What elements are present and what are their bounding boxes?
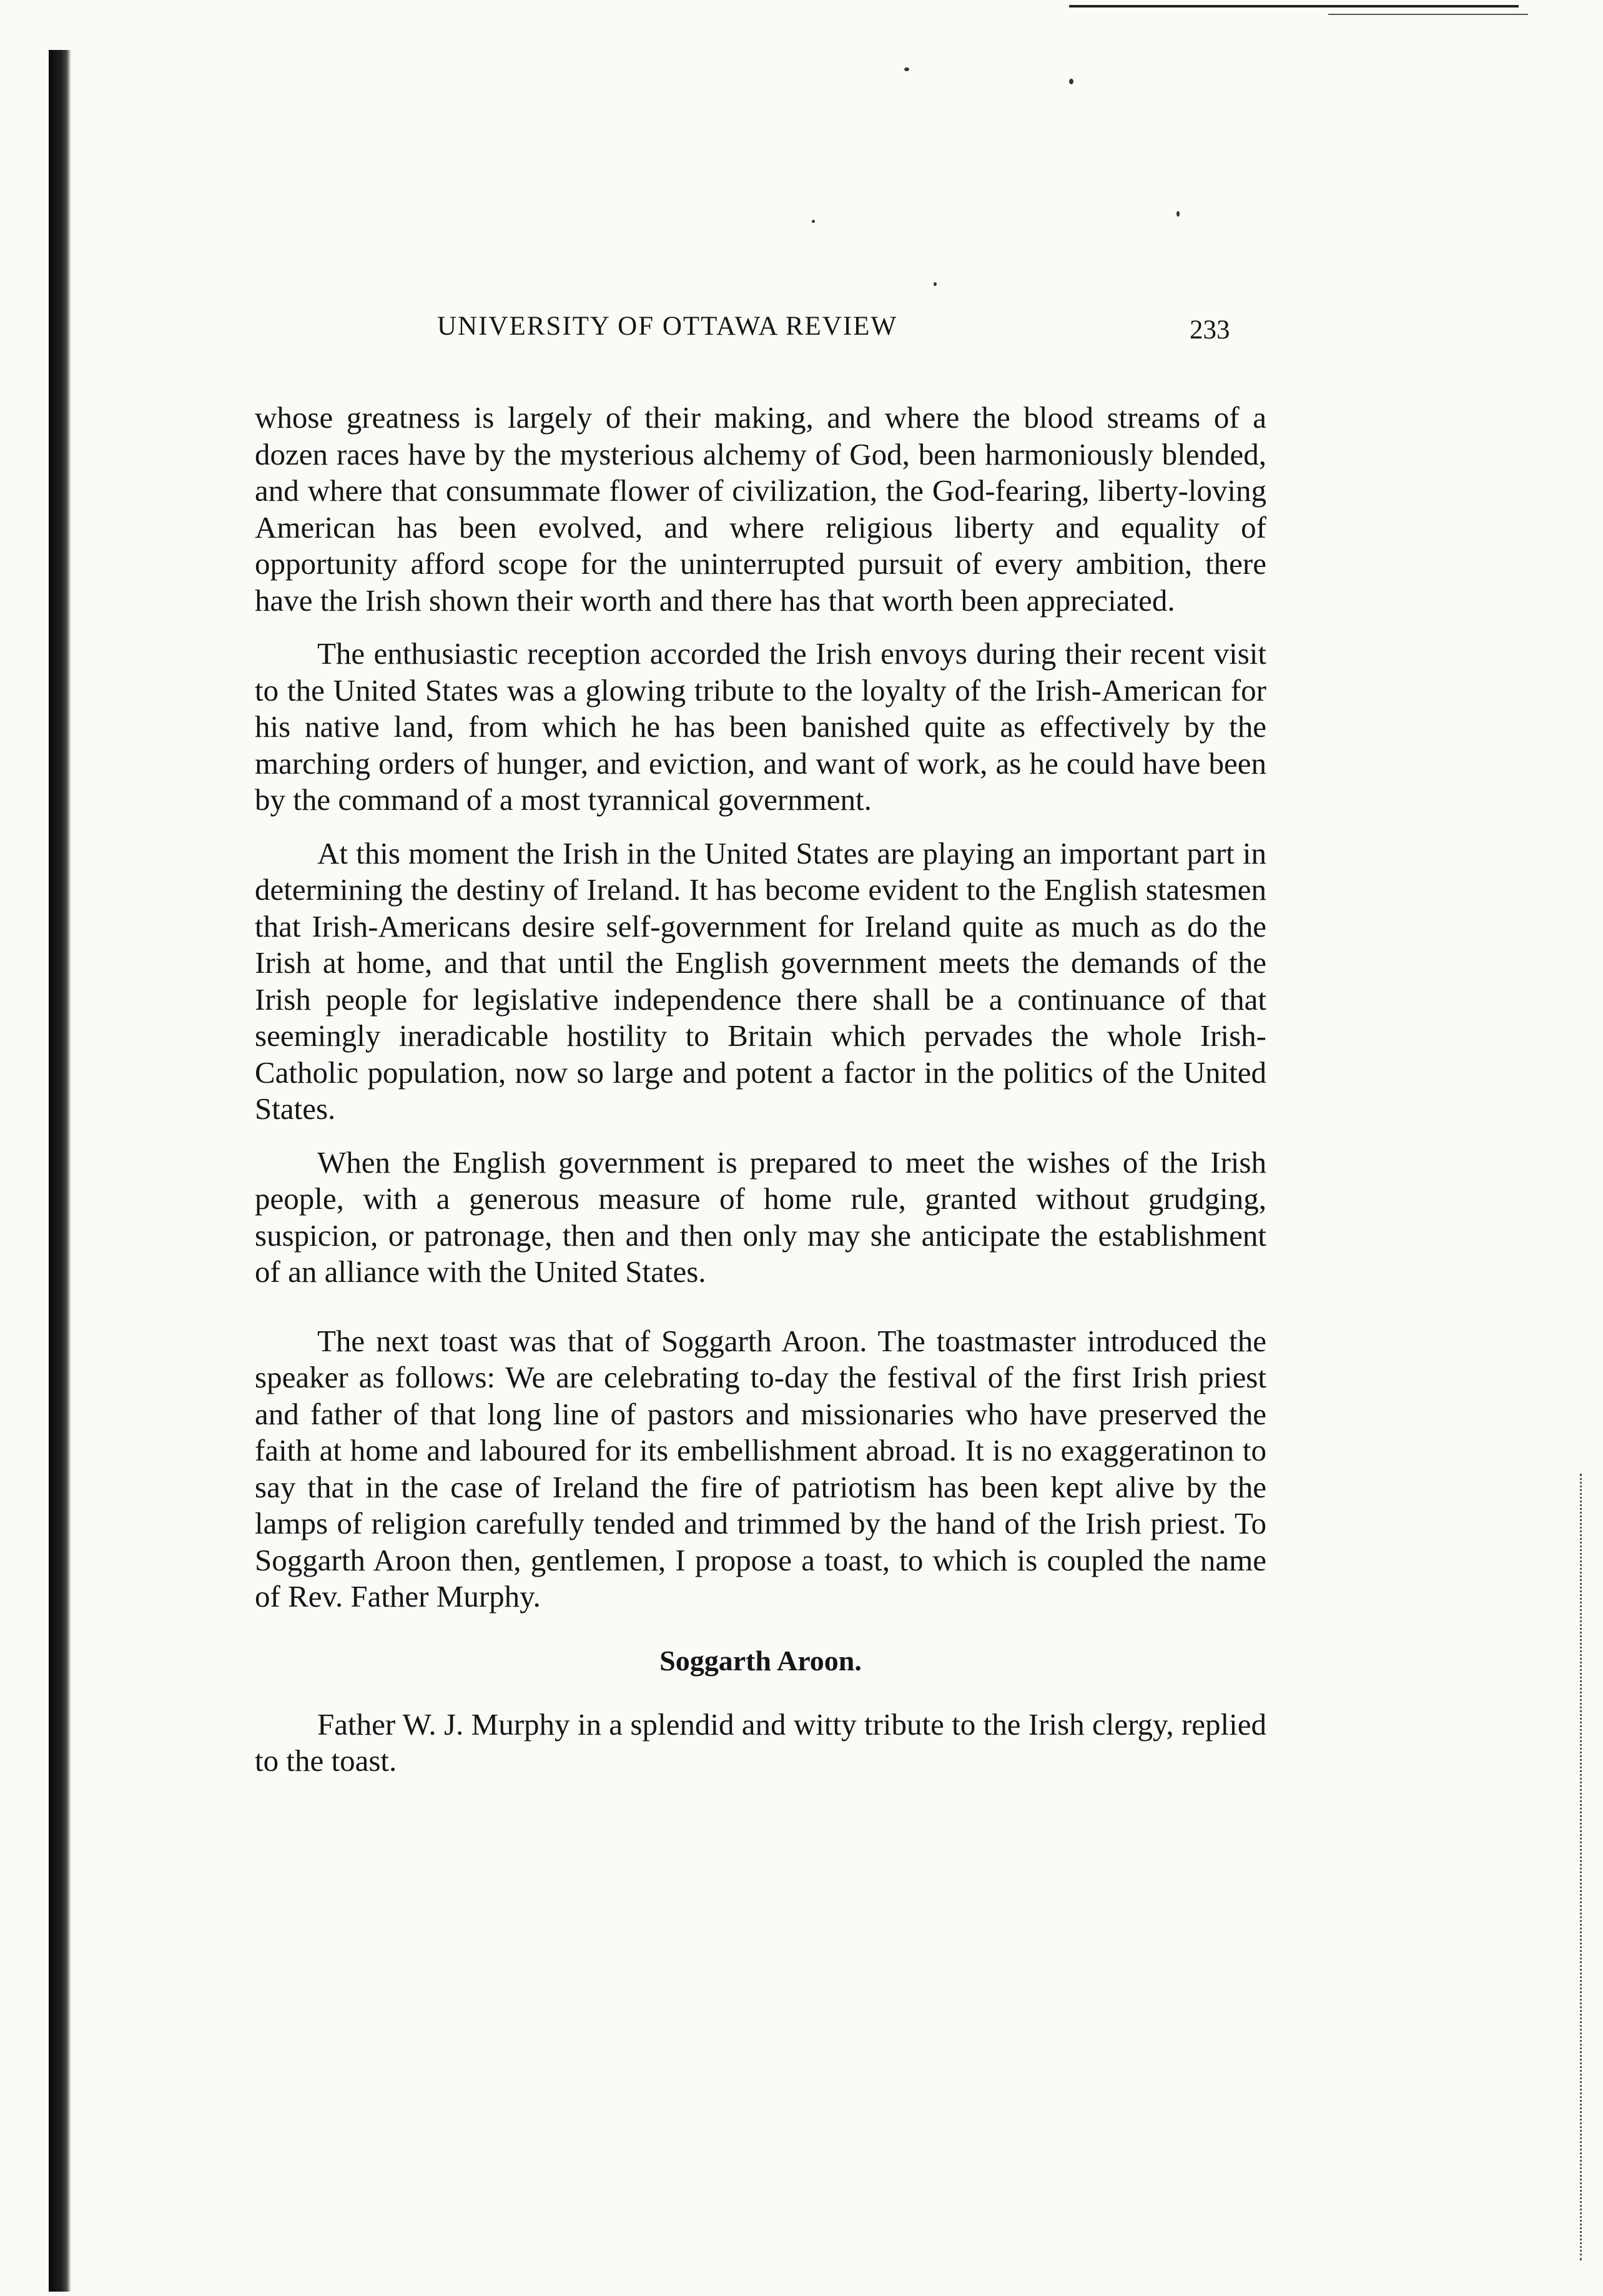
running-head (0, 311, 1603, 355)
print-speck (1069, 79, 1073, 84)
right-margin-marks (1580, 1474, 1587, 2260)
print-speck (904, 67, 909, 71)
book-binding-edge (49, 50, 71, 2292)
paragraph-6: Father W. J. Murphy in a splendid and witty tribute to the Irish clergy, replied to the toast. (255, 1707, 1266, 1778)
top-edge-rule-secondary (1328, 14, 1528, 15)
paragraph-3: At this moment the Irish in the United States are playing an important part in determining the destiny of Ireland. It has become evident to the English statesmen that Irish-Americans desire self-government for Ireland quite as much as do the Irish at home, and that until the English government meets the demands of the Irish people for legislative independence there shall be a continuance of that seemingly ineradicable hostility to Britain which pervades the whole Irish-Catholic population, now so large and potent a factor in the politics of the United States. (255, 835, 1266, 1126)
paragraph-2: The enthusiastic reception accorded the Irish envoys during their recent visit to the United States was a glowing tribute to the loyalty of the Irish-American for his native land, from which he has been banished quite as effectively by the marching orders of hunger, and eviction, and want of work, as he could have been by the command of a most tyrannical government. (255, 636, 1266, 817)
paragraph-4: When the English government is prepared to meet the wishes of the Irish people, with a generous measure of home rule, granted without grudging, suspicion, or patronage, then and then only may she anticipate the establishment of an alliance with the United States. (255, 1145, 1266, 1289)
print-speck (1176, 211, 1180, 217)
page-number: 233 (1190, 315, 1230, 345)
print-speck (934, 282, 937, 286)
paragraph-1: whose greatness is largely of their making, and where the blood streams of a dozen races have by the mysterious alchemy of God, been harmoniously blended, and where that consummate flower of civilization, the God-fearing, liberty-loving American has been evolved, and where religious liberty and equality of opportunity afford scope for the uninterrupted pursuit of every ambition, there have the Irish shown their worth and there has that worth been appreciated. (255, 400, 1266, 618)
print-speck (812, 220, 815, 223)
journal-title: UNIVERSITY OF OTTAWA REVIEW (437, 312, 898, 341)
article-body (255, 400, 1266, 1780)
paragraph-5: The next toast was that of Soggarth Aroon. The toastmaster introduced the speaker as follows: We are celebrating to-day the festival of the first Irish priest and father of that long line of pastors and missionaries who have preserved the faith at home and laboured for its embellishment abroad. It is no exaggeratinon to say that in the case of Ireland the fire of patriotism has been kept alive by the lamps of religion carefully tended and trimmed by the hand of the Irish priest. To Soggarth Aroon then, gentlemen, I propose a toast, to which is coupled the name of Rev. Father Murphy. (255, 1323, 1266, 1614)
section-heading: Soggarth Aroon. (659, 1644, 862, 1677)
top-edge-rule (1069, 5, 1519, 7)
